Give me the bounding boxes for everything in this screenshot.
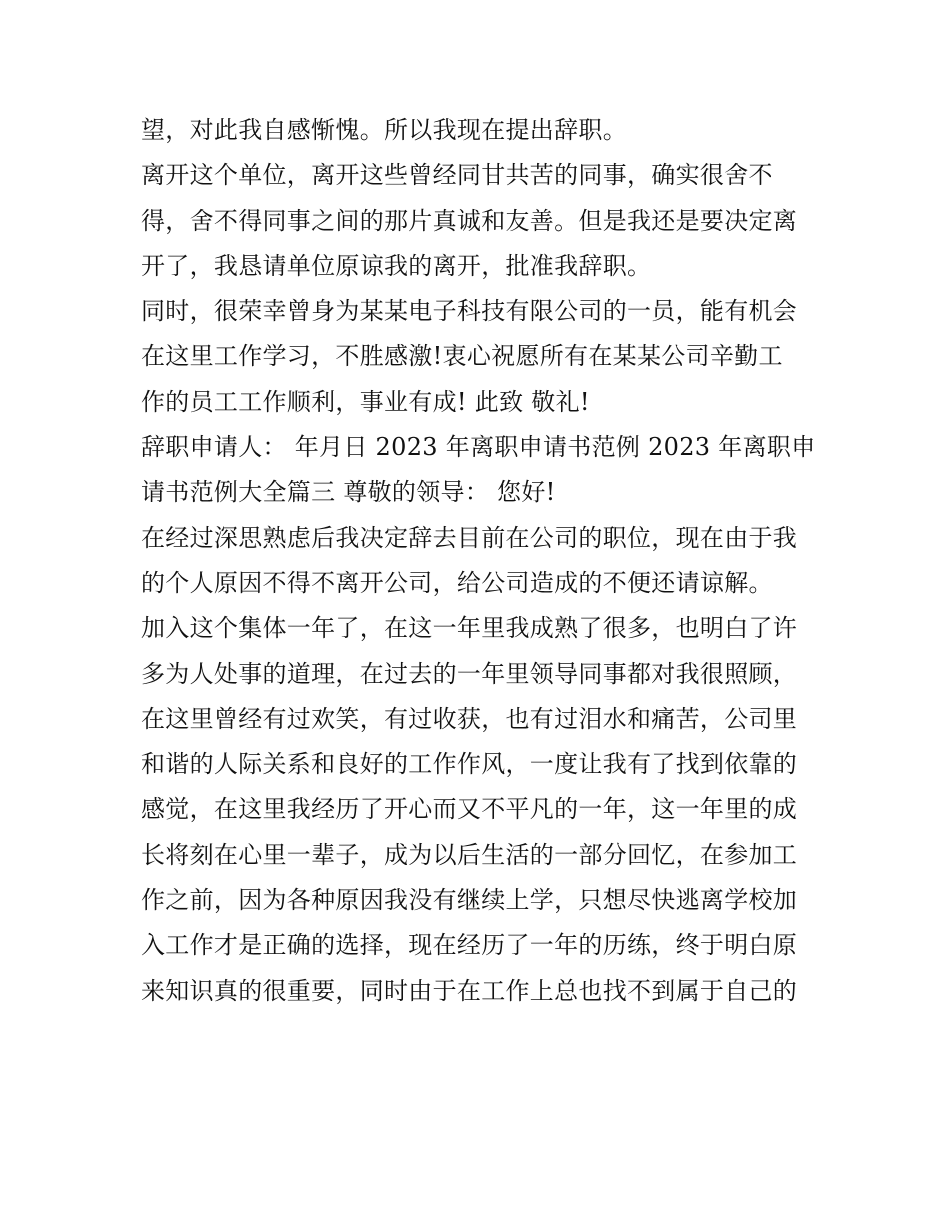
text-line: 感觉，在这里我经历了开心而又不平凡的一年，这一年里的成 (141, 795, 798, 824)
text-line: 的个人原因不得不离开公司，给公司造成的不便还请谅解。 (141, 568, 773, 597)
text-line: 请书范例大全篇三 尊敬的领导： 您好! (141, 478, 556, 507)
text-line: 同时，很荣幸曾身为某某电子科技有限公司的一员，能有机会 (141, 297, 798, 326)
text-line: 离开这个单位，离开这些曾经同甘共苦的同事，确实很舍不 (141, 161, 773, 190)
text-line: 在这里工作学习，不胜感激!衷心祝愿所有在某某公司辛勤工 (141, 342, 783, 371)
text-line: 开了，我恳请单位原谅我的离开，批准我辞职。 (141, 251, 652, 280)
text-line: 来知识真的很重要，同时由于在工作上总也找不到属于自己的 (141, 976, 798, 1005)
text-line: 作的员工工作顺利，事业有成! 此致 敬礼! (141, 387, 590, 416)
text-line: 入工作才是正确的选择，现在经历了一年的历练，终于明白原 (141, 931, 798, 960)
text-line: 多为人处事的道理，在过去的一年里领导同事都对我很照顾， (141, 659, 798, 688)
text-line: 得，舍不得同事之间的那片真诚和友善。但是我还是要决定离 (141, 206, 798, 235)
text-line: 长将刻在心里一辈子，成为以后生活的一部分回忆，在参加工 (141, 840, 798, 869)
text-line: 在经过深思熟虑后我决定辞去目前在公司的职位，现在由于我 (141, 523, 798, 552)
text-line: 和谐的人际关系和良好的工作作风，一度让我有了找到依靠的 (141, 750, 798, 779)
text-line: 在这里曾经有过欢笑，有过收获，也有过泪水和痛苦，公司里 (141, 704, 798, 733)
text-line: 加入这个集体一年了，在这一年里我成熟了很多，也明白了许 (141, 614, 798, 643)
document-body (141, 108, 821, 1014)
text-line: 作之前，因为各种原因我没有继续上学，只想尽快逃离学校加 (141, 886, 798, 915)
text-line: 望，对此我自感惭愧。所以我现在提出辞职。 (141, 116, 627, 144)
text-line: 辞职申请人： 年月日 2023 年离职申请书范例 2023 年离职申 (141, 433, 816, 462)
